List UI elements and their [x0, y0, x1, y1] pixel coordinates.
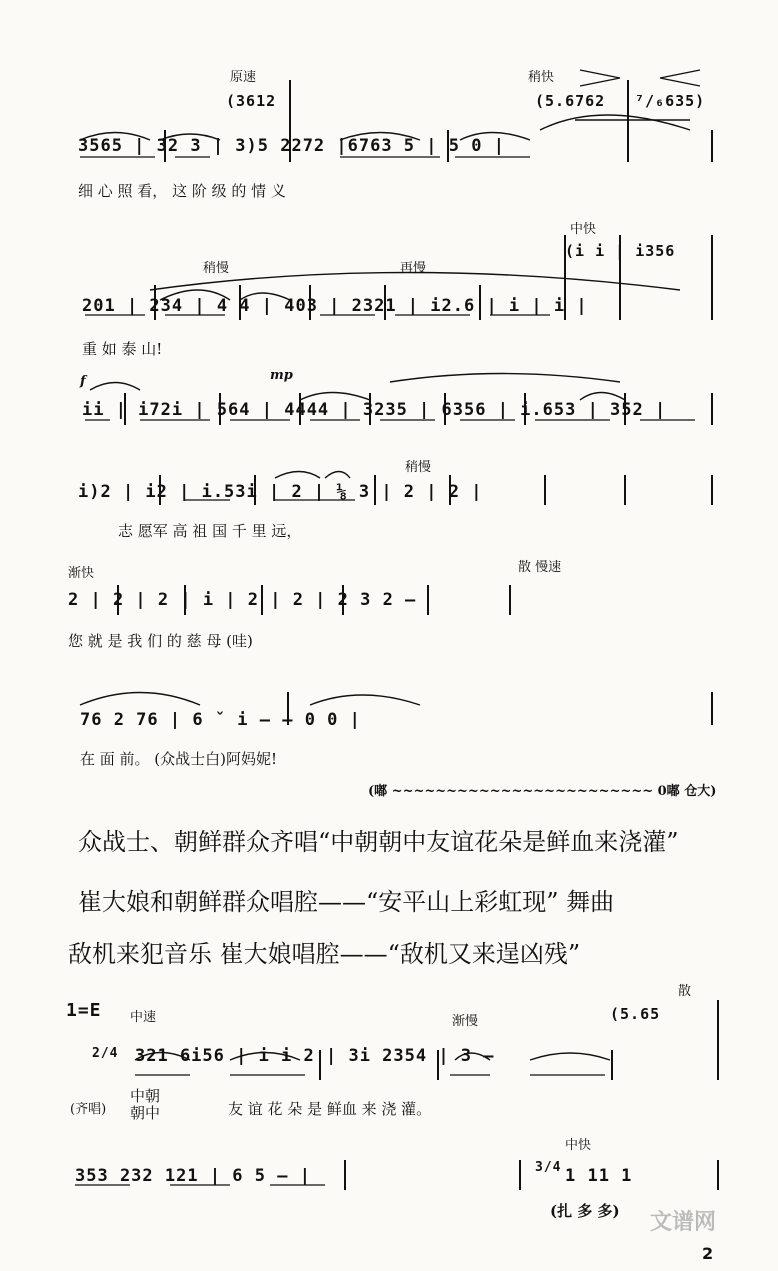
lyrics-row-6: 在 面 前。 (众战士白)阿妈妮! [80, 750, 278, 768]
tempo-zhongkuai: 中快 [570, 222, 597, 237]
tempo-zhongkuai-2: 中快 [565, 1138, 592, 1153]
heading-2: 崔大娘和朝鲜群众唱腔——“安平山上彩虹现” 舞曲 [78, 888, 615, 916]
lyrics-row-4: 志 愿军 高 祖 国 千 里 远， [118, 522, 302, 540]
tempo-san-mansu: 散 慢速 [518, 560, 562, 575]
tempo-shaoman: 稍慢 [203, 261, 230, 276]
tempo-yuansu: 原速 [230, 70, 257, 85]
pre-notes-1c: ⁷/₆635) [635, 92, 706, 110]
watermark-logo: 文谱网 [650, 1210, 717, 1235]
dynamic-f: f [80, 374, 86, 389]
heading-1: 众战士、朝鲜群众齐唱“中朝朝中友谊花朵是鲜血来浇灌” [78, 828, 679, 856]
tempo-jianman: 渐慢 [452, 1014, 479, 1029]
dynamic-mp: mp [270, 368, 293, 383]
key-signature: 1=E [66, 1000, 102, 1021]
singers-label: (齐唱) [70, 1102, 107, 1117]
pre-notes-1b: (5.6762 [535, 92, 606, 110]
lyrics-row-1: 细 心 照 看， 这 阶 级 的 情 义 [78, 182, 286, 200]
tempo-san: 散 [678, 984, 692, 999]
heading-3: 敌机来犯音乐 崔大娘唱腔——“敌机又来逞凶残” [68, 940, 581, 968]
tempo-zhongsu: 中速 [130, 1010, 157, 1025]
notes-row-8b: 1 11 1 [565, 1166, 633, 1186]
tempo-shaoman-2: 稍慢 [405, 460, 432, 475]
page-number: 2 [702, 1244, 714, 1263]
lyrics-row-8: (扎 多 多) [550, 1202, 620, 1220]
notes-row-4: i)2 | i2 | i.53i | 2 | ⅛ 3 | 2 | 2 | [78, 482, 483, 502]
lyrics-row-5: 您 就 是 我 们 的 慈 母 (哇) [68, 632, 253, 650]
notes-row-7: 321 6i56 | i i 2 | 3i 2354 | 3 — [135, 1046, 495, 1066]
lyrics-row-7: 友 谊 花 朵 是 鲜血 来 浇 灌。 [228, 1100, 432, 1118]
tempo-shaokuai: 稍快 [528, 70, 555, 85]
pre-notes-7: (5.65 [610, 1005, 661, 1023]
notes-row-3: ii | i72i | 564 | 4444 | 3235 | 6356 | i.653 | 352 | [82, 400, 667, 420]
time-signature-2: 3/4 [535, 1160, 562, 1175]
singers-label-2: 中朝 朝中 [130, 1087, 161, 1122]
pre-notes-2: (i i | i356 [565, 242, 676, 260]
notes-row-8: 353 232 121 | 6 5 — | [75, 1166, 311, 1186]
notes-row-2: 201 | 234 | 4 4 | 403 | 2321 | i2.6 | i | i | [82, 296, 588, 316]
time-signature: 2/4 [92, 1046, 119, 1061]
pre-notes-1: (3612 [226, 92, 277, 110]
tempo-jiankuai: 渐快 [68, 566, 95, 581]
tempo-zaiman: 再慢 [400, 261, 427, 276]
notes-row-1: 3565 | 32 3 | 3)5 2272 |6763 5 | 5 0 | [78, 136, 505, 156]
percussion-row-6: (嘟 ~~~~~~~~~~~~~~~~~~~~~~~~ 0嘟 仓大) [368, 784, 717, 799]
lyrics-row-2: 重 如 泰 山! [82, 340, 163, 358]
notes-row-6: 76 2 76 | 6 ˇ i — — 0 0 | [80, 710, 361, 730]
notes-row-5: 2 | 2 | 2 | i | 2 | 2 | 2 3 2 — [68, 590, 417, 610]
